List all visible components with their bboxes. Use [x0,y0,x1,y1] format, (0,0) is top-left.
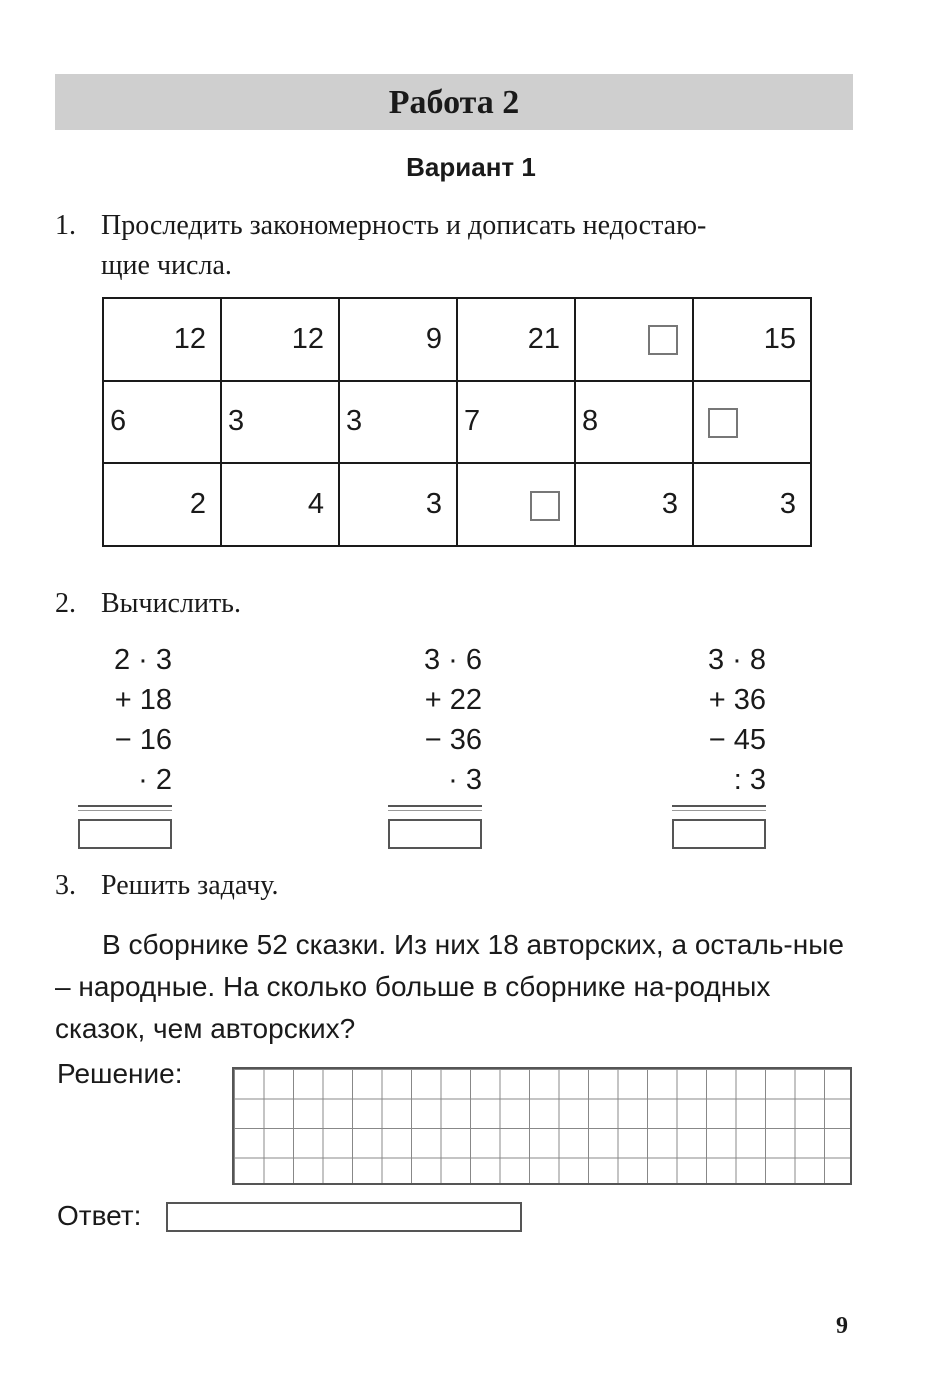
table-cell: 21 [457,298,575,381]
table-cell: 2 [103,463,221,546]
solution-grid[interactable] [232,1067,852,1185]
chain-step: 3 · 6 [423,644,482,676]
chain-step: · 2 [138,764,172,796]
chain-step: − 36 [424,724,482,756]
table-cell: 12 [103,298,221,381]
problem-text: В сборнике 52 сказки. Из них 18 авторских, а осталь-ные – народные. На сколько больше в сборнике на-родных сказок, чем авторских? [55,929,844,1044]
double-line [388,805,482,811]
variant-heading: Вариант 1 [406,152,536,182]
table-cell: 7 [457,381,575,464]
table-cell-blank[interactable] [457,463,575,546]
result-box[interactable] [78,819,172,849]
answer-field[interactable] [166,1202,522,1232]
task3-number: 3. [55,870,76,901]
table-cell: 15 [693,298,811,381]
chain-step: 3 · 8 [707,644,766,676]
chain-step: · 3 [448,764,482,796]
task3-text [55,866,279,906]
result-box[interactable] [672,819,766,849]
page-title: Работа 2 [55,74,853,130]
task1-text-line2: щие числа. [101,250,232,281]
double-line [672,805,766,811]
table-cell: 3 [221,381,339,464]
table-cell: 4 [221,463,339,546]
table-cell: 3 [575,463,693,546]
chain-step: − 16 [114,724,172,756]
chain-step: + 36 [708,684,766,716]
table-cell: 6 [103,381,221,464]
table-cell: 12 [221,298,339,381]
task1-text [55,206,706,246]
task3-label: Решить задачу. [101,870,279,901]
task1-number: 1. [55,210,76,241]
table-row [103,298,811,381]
calc-chain-3 [666,640,766,849]
table-cell-blank[interactable] [575,298,693,381]
page-number: 9 [836,1313,848,1339]
solution-label: Решение: [57,1058,183,1089]
chain-step: + 18 [114,684,172,716]
answer-label: Ответ: [57,1200,142,1231]
double-line [78,805,172,811]
table-cell: 3 [693,463,811,546]
table-cell: 3 [339,463,457,546]
calc-chain-2 [382,640,482,849]
table-cell: 3 [339,381,457,464]
chain-step: − 45 [708,724,766,756]
blank-answer-box[interactable] [530,491,560,521]
calc-chain-1 [72,640,172,849]
result-box[interactable] [388,819,482,849]
table-row [103,381,811,464]
task2-text [55,584,241,624]
pattern-table [102,297,812,547]
table-cell-blank[interactable] [693,381,811,464]
chain-step: 2 · 3 [113,644,172,676]
blank-answer-box[interactable] [648,325,678,355]
table-cell: 9 [339,298,457,381]
blank-answer-box[interactable] [708,408,738,438]
task1-line1: Проследить закономерность и дописать недостаю- [101,210,707,241]
chain-step: + 22 [424,684,482,716]
table-cell: 8 [575,381,693,464]
task2-label: Вычислить. [101,588,241,619]
chain-step: : 3 [733,764,766,796]
task2-number: 2. [55,588,76,619]
table-row [103,463,811,546]
